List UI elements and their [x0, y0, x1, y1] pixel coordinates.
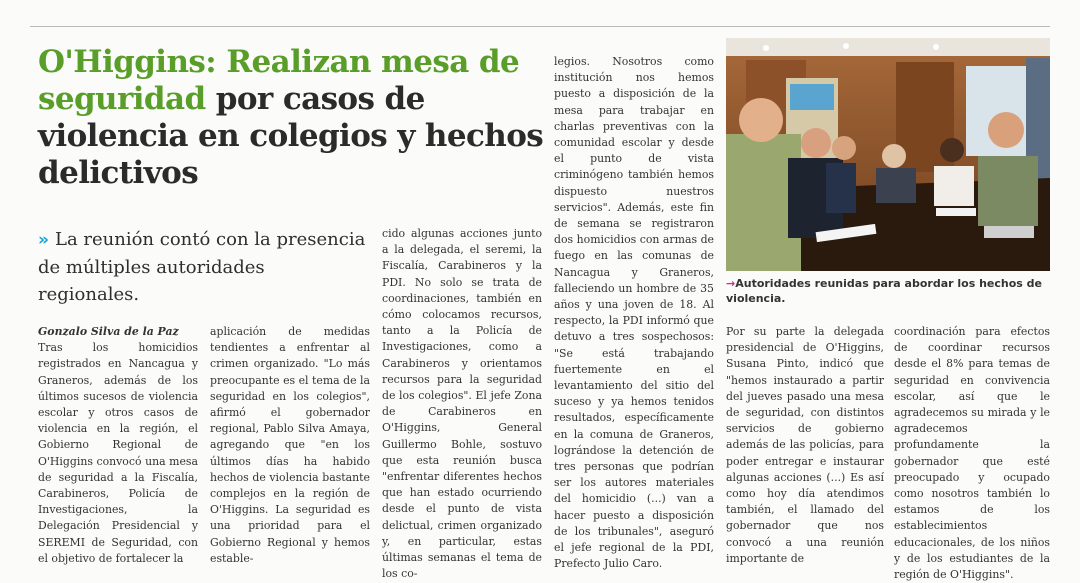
column-5-text: Por su parte la delegada presidencial de O'Higgins, Susana Pinto, indicó que "hemos instaurado a partir del jueves pasado una mesa de seguridad, con distintos servicios de gobierno además de las policías, para poder entregar e instaurar algunas acciones (...) Es así como hoy día atendimos también, el llamado del gobernador que nos convocó a una reunión importante de — [726, 325, 884, 565]
article-column-3 — [382, 226, 542, 581]
author-byline: Gonzalo Silva de la Paz — [38, 325, 179, 338]
headline — [38, 44, 550, 192]
column-3-text: cido algunas acciones junto a la delegada, el seremi, la Fiscalía, Carabineros y la PDI. No solo se trata de coordinaciones, también en cómo colocamos recursos, tanto a la Policía de Investigaciones, como a Carabineros y orientamos recursos para la seguridad de los colegios". El jefe Zona de Carabineros en O'Higgins, General Guillermo Bohle, sostuvo que esta reunión busca "enfrentar diferentes hechos que han estado ocurriendo desde el punto de vista delictual, crimen organizado y, en particular, estas últimas semanas el tema de los co- — [382, 227, 542, 581]
meeting-photo-illustration — [726, 38, 1050, 271]
headline-accent: O'Higgins: Realizan mesa de seguridad — [38, 44, 520, 117]
headline-rest: por casos de violencia en colegios y hechos delictivos — [38, 81, 544, 191]
column-1-text: Tras los homicidios registrados en Nancagua y Graneros, además de los últimos sucesos de violencia escolar y otros casos de violencia en la región, el Gobierno Regional de O'Higgins convocó una mesa de seguridad a la Fiscalía, Carabineros, Policía de Investigaciones, la Delegación Presidencial y SEREMI de Seguridad, con el objetivo de fortalecer la — [38, 341, 198, 565]
column-2-text: aplicación de medidas tendientes a enfrentar al crimen organizado. "Lo más preocupante es el tema de la seguridad en los colegios", afirmó el gobernador regional, Pablo Silva Amaya, agregando que "en los últimos días ha habido hechos de violencia bastante complejos en la región de O'Higgins. La seguridad es una prioridad para el Gobierno Regional y hemos estable- — [210, 325, 370, 565]
article-column-5 — [726, 324, 884, 565]
photo-caption-text: Autoridades reunidas para abordar los hechos de violencia. — [726, 277, 1042, 305]
article-column-1 — [38, 324, 198, 565]
lead-text: La reunión contó con la presencia de múltiples autoridades regionales. — [38, 229, 366, 305]
top-rule — [30, 26, 1050, 27]
article-column-2 — [210, 324, 370, 565]
column-4-text: legios. Nosotros como institución nos hemos puesto a disposición de la mesa para trabajar en charlas preventivas con la comunidad escolar y desde el punto de vista criminógeno también hemos dispuesto nuestros servicios". Además, este fin de semana se registraron dos homicidios con armas de fuego en las comunas de Nancagua y Graneros, falleciendo un hombre de 35 años y una joven de 18. Al respecto, la PDI informó que detuvo a tres sospechosos: "Se está trabajando fuertemente en el levantamiento del sitio del suceso y ya hemos tenidos resultados, específicamente en la comuna de Graneros, lográndose la detención de tres personas que podrían ser los autores materiales del homicidio (...) van a hacer puesto a disposición de los tribunales", aseguró el jefe regional de la PDI, Prefecto Julio Caro. — [554, 55, 714, 571]
article-column-6 — [894, 324, 1050, 582]
article-column-4 — [554, 54, 714, 571]
photo-caption — [726, 276, 1050, 306]
meeting-photo — [726, 38, 1050, 271]
lead-summary — [38, 226, 368, 308]
arrow-right-icon: → — [726, 277, 736, 290]
double-chevron-right-icon: » — [38, 230, 49, 250]
column-6-text: coordinación para efectos de coordinar recursos desde el 8% para temas de seguridad en convivencia escolar, así que le agradecemos su mirada y le agradecemos profundamente la gobernador que esté preocupado y ocupado como nosotros también lo estamos de los establecimientos educacionales, de los niños y de los estudiantes de la región de O'Higgins". — [894, 325, 1050, 582]
